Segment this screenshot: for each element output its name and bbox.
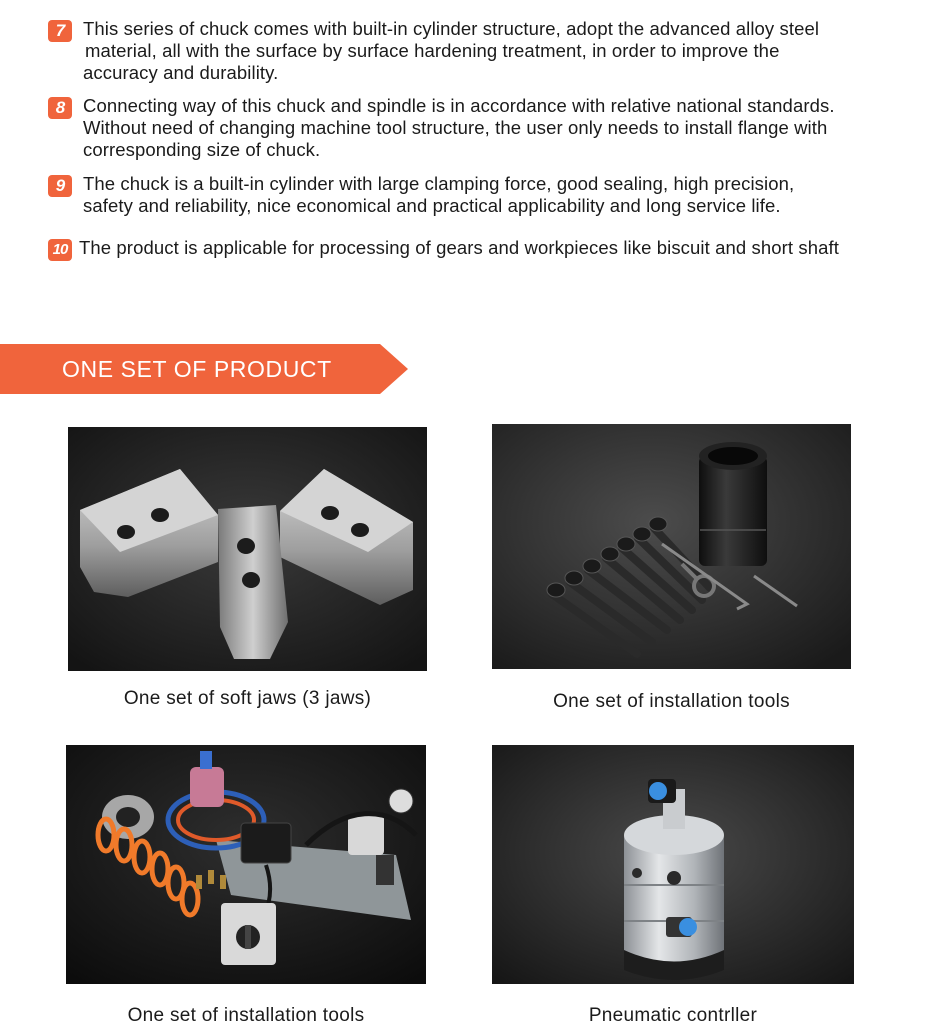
feature-line: corresponding size of chuck. <box>83 139 321 160</box>
product-caption: One set of installation tools <box>553 691 790 712</box>
product-image-soft-jaws <box>68 427 427 671</box>
feature-number-badge: 8 <box>48 97 72 119</box>
feature-line: The chuck is a built-in cylinder with large clamping force, good sealing, high precision, <box>83 173 795 194</box>
feature-number-badge: 10 <box>48 239 72 261</box>
section-title: ONE SET OF PRODUCT <box>62 356 332 382</box>
feature-text <box>83 95 835 161</box>
product-caption: One set of soft jaws (3 jaws) <box>123 688 372 709</box>
feature-number-badge: 7 <box>48 20 72 42</box>
feature-line: accuracy and durability. <box>83 62 279 83</box>
feature-line: safety and reliability, nice economical and practical applicability and long service life. <box>83 195 781 216</box>
product-caption: Pneumatic contrller <box>588 1005 758 1026</box>
product-caption: One set of installation tools <box>127 1005 365 1026</box>
feature-line: Without need of changing machine tool structure, the user only needs to install flange with <box>83 117 828 138</box>
feature-line: Connecting way of this chuck and spindle is in accordance with relative national standards. <box>83 95 835 116</box>
product-image-pneumatic-controller <box>492 745 854 984</box>
feature-number-badge: 9 <box>48 175 72 197</box>
product-image-installation-tools <box>492 424 851 669</box>
feature-text <box>83 18 819 84</box>
feature-text <box>79 237 839 259</box>
feature-line: The product is applicable for processing of gears and workpieces like biscuit and short shaft <box>79 237 839 258</box>
product-image-installation-kit <box>66 745 426 984</box>
feature-line: material, all with the surface by surface hardening treatment, in order to improve the <box>85 40 780 61</box>
feature-line: This series of chuck comes with built-in cylinder structure, adopt the advanced alloy steel <box>83 18 820 39</box>
section-banner <box>0 344 408 394</box>
feature-text <box>83 173 794 217</box>
